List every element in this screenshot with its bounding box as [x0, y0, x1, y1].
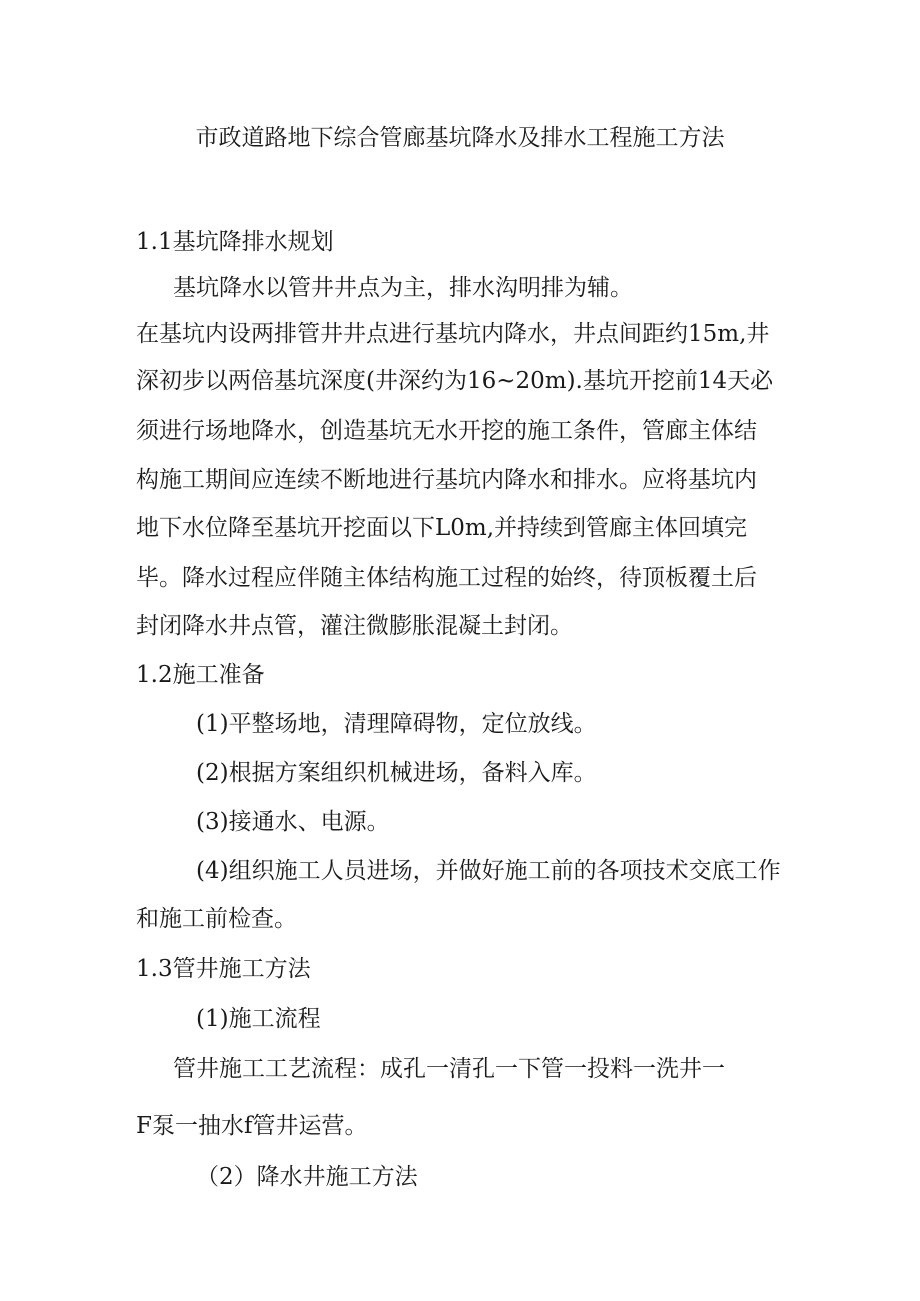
list-item: (4)组织施工人员进场，并做好施工前的各项技术交底工作	[196, 858, 781, 884]
paragraph-line: 地下水位降至基坑开挖面以下L0m,并持续到管廊主体回填完	[136, 515, 748, 541]
paragraph-line: 构施工期间应连续不断地进行基坑内降水和排水。应将基坑内	[136, 467, 757, 493]
paragraph-line: 在基坑内设两排管井井点进行基坑内降水，井点间距约15m,井	[136, 321, 770, 347]
paragraph-line: 须进行场地降水，创造基坑无水开挖的施工条件，管廊主体结	[136, 418, 757, 444]
paragraph-line: 毕。降水过程应伴随主体结构施工过程的始终，待顶板覆土后	[136, 565, 757, 591]
list-item: (1)施工流程	[196, 1006, 321, 1032]
list-item: (3)接通水、电源。	[196, 809, 390, 835]
section-heading-1-1: 1.1基坑降排水规划	[136, 229, 334, 255]
document-title: 市政道路地下综合管廊基坑降水及排水工程施工方法	[195, 125, 725, 151]
section-heading-1-2: 1.2施工准备	[136, 662, 265, 688]
list-item: (1)平整场地，清理障碍物，定位放线。	[196, 711, 597, 737]
paragraph-line: 基坑降水以管井井点为主，排水沟明排为辅。	[173, 275, 633, 301]
paragraph-line: 封闭降水井点管，灌注微膨胀混凝土封闭。	[136, 613, 573, 639]
paragraph-line: 深初步以两倍基坑深度(井深约为16~20m).基坑开挖前14天必	[136, 368, 774, 394]
paragraph-line: F泵一抽水f管井运营。	[136, 1113, 368, 1139]
list-item: (2)根据方案组织机械进场，备料入库。	[196, 760, 597, 786]
list-item-continuation: 和施工前检查。	[136, 906, 297, 932]
section-heading-1-3: 1.3管井施工方法	[136, 956, 311, 982]
paragraph-line: 管井施工工艺流程：成孔一清孔一下管一投料一洗井一	[173, 1056, 725, 1082]
list-item: （2）降水井施工方法	[196, 1164, 418, 1190]
